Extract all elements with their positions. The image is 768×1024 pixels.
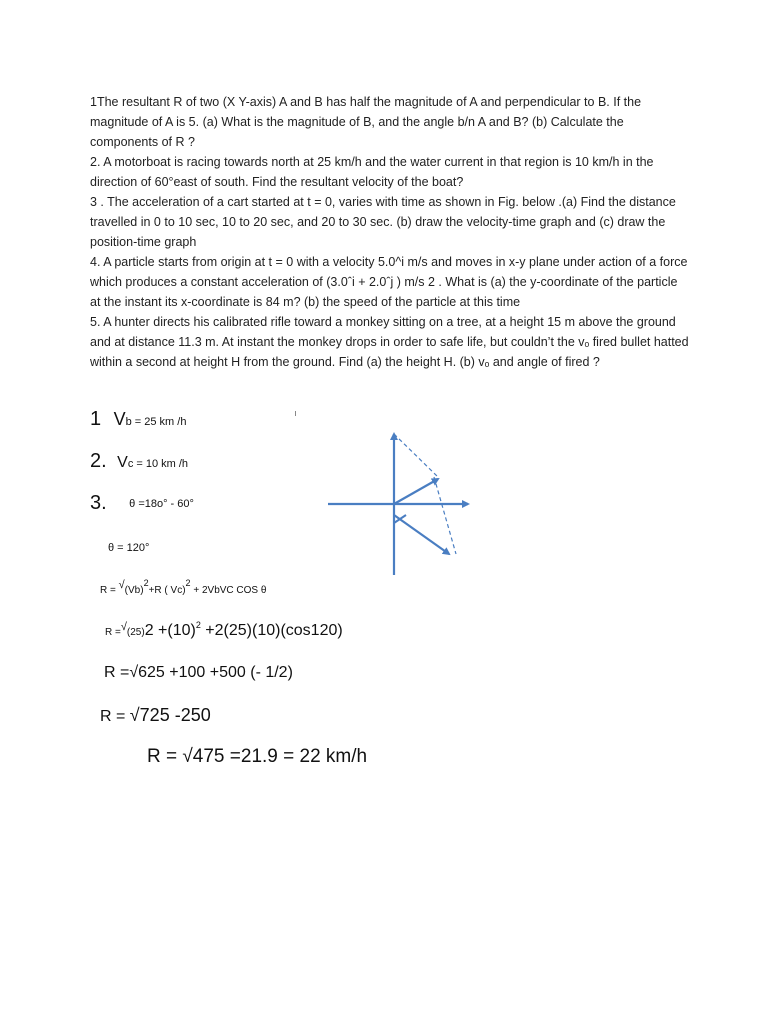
solution-step-1: [90, 408, 186, 431]
evaluation-line-2: R = √725 -250: [100, 705, 211, 725]
velocity-value: = 10 km /h: [133, 458, 189, 470]
resultant-vector: [394, 479, 438, 504]
velocity-subscript: b: [125, 416, 132, 428]
vector-diagram: [320, 405, 480, 580]
velocity-symbol: V: [117, 454, 128, 471]
problem-list: [90, 92, 690, 372]
current-vector: [394, 515, 449, 554]
final-answer: R = √475 =21.9 = 22 km/h: [147, 746, 368, 767]
problem-3: 3 . The acceleration of a cart started at t = 0, varies with time as shown in Fig. below .(a) Find the distance travelled in 0 to 10 sec, 10 to 20 sec, and 20 to 30 sec. (b) draw the velocity-time graph and (c) draw the position-time graph: [90, 195, 676, 249]
theta-result: θ = 120°: [108, 542, 150, 554]
velocity-subscript: c: [127, 458, 134, 470]
solution-step-3: [90, 492, 194, 515]
step-number: 2.: [90, 450, 107, 472]
step-number: 1: [90, 408, 102, 430]
substitution-line: $R =^√(25)2 +(10)^2 +2(25)(10)(\cos 120)$: [105, 620, 343, 639]
solution-step-2: [90, 450, 188, 473]
velocity-symbol: V: [113, 409, 126, 429]
sqrt-symbol: √: [120, 621, 127, 633]
evaluation-line-1: R =√625 +100 +500 (- 1/2): [104, 664, 293, 681]
theta-expression: θ =18o° - 60°: [129, 498, 194, 510]
velocity-value: = 25 km /h: [131, 416, 187, 428]
resultant-formula: R = √(Vb)2+R ( Vc)2 + 2VbVC COS θ: [100, 578, 267, 596]
problem-2: 2. A motorboat is racing towards north at 25 km/h and the water current in that region is 10 km/h in the direction of 60°east of south. Find the resultant velocity of the boat?: [90, 155, 654, 189]
problem-1: 1The resultant R of two (X Y-axis) A and B has half the magnitude of A and perpendicular to B. If the magnitude of A is 5. (a) What is the magnitude of B, and the angle b/n A and B? (b) Calculate the components of R ?: [90, 95, 642, 149]
step-number: 3.: [90, 492, 107, 514]
stray-mark: [295, 411, 296, 416]
problem-4: 4. A particle starts from origin at t = 0 with a velocity 5.0^i m/s and moves in x-y plane under action of a force which produces a constant acceleration of (3.0ˆi + 2.0ˆj ) m/s 2 . What is (a) the y-coordinate of the particle at the instant its x-coordinate is 84 m? (b) the speed of the particle at this time: [90, 255, 688, 309]
sqrt-symbol: √: [118, 579, 125, 591]
problem-5: 5. A hunter directs his calibrated rifle toward a monkey sitting on a tree, at a height 15 m above the ground and at distance 11.3 m. At instant the monkey drops in order to safe life, but couldn’t the vₒ fired bullet hatted within a second at height H from the ground. Find (a) the height H. (b) vₒ and angle of fired ?: [90, 315, 689, 369]
